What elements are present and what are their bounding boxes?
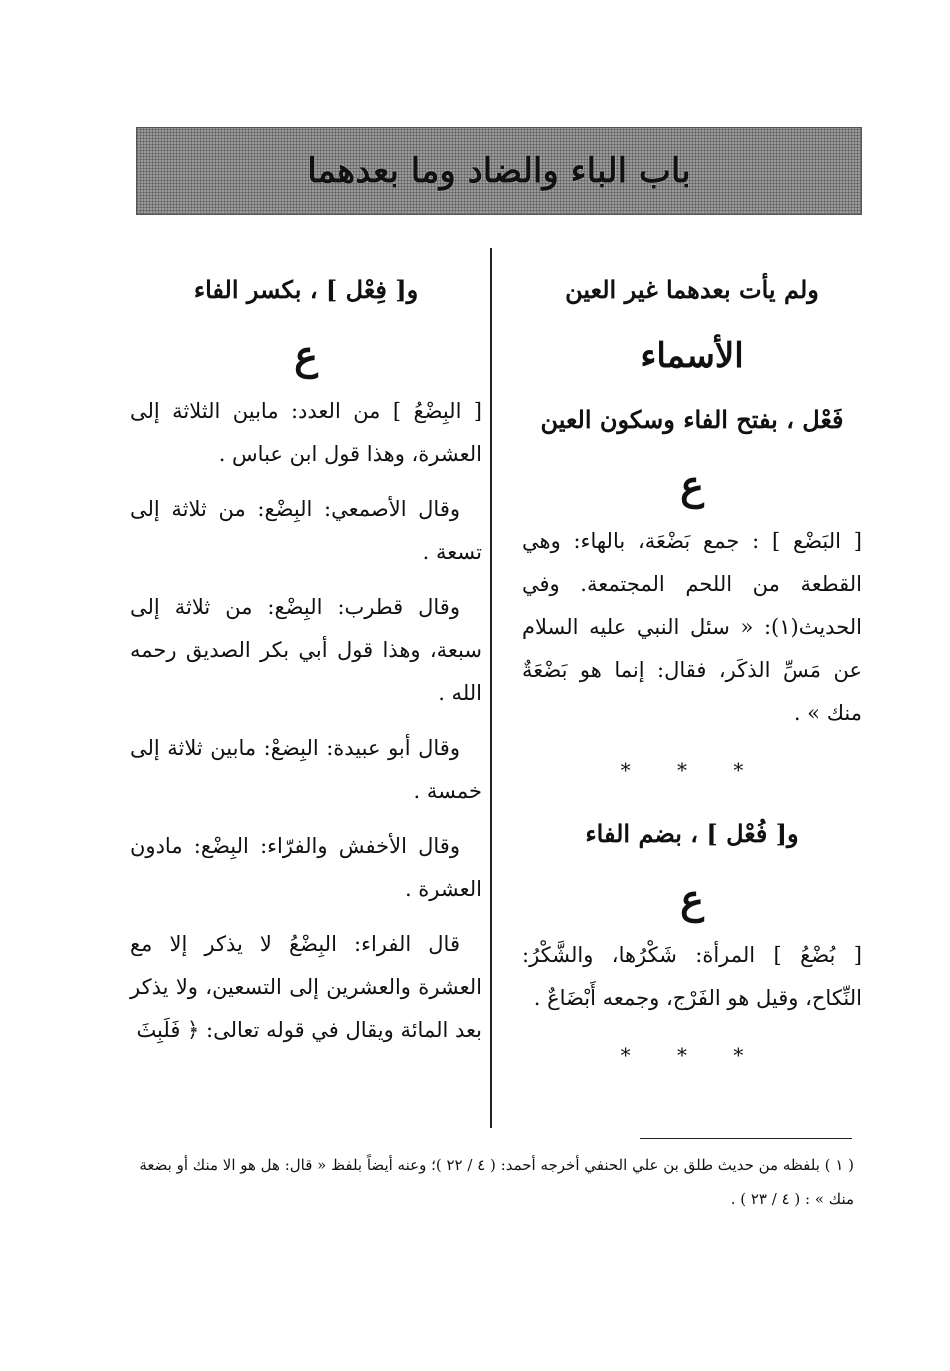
left-para-2: وقال الأصمعي: البِضْع: من ثلاثة إلى تسعة . xyxy=(130,497,482,564)
right-para-2: [ بُضْعُ ] المرأة: شَكْرُها، والشَّكْرُ: النِّكاح، وقيل هو الفَرْج، وجمعه أَبْضَاعٌ . xyxy=(522,943,862,1010)
right-heading-fu3l: و[ فُعْل ] ، بضم الفاء xyxy=(585,819,799,848)
right-stars-1: * * * xyxy=(620,758,764,782)
right-ain-2: ع xyxy=(680,876,704,923)
left-ain-1: ع xyxy=(294,332,318,379)
right-heading-nouns: الأسماء xyxy=(640,336,744,376)
right-column xyxy=(522,258,862,1093)
left-para-1: [ البِضْعُ ] من العدد: مابين الثلاثة إلى العشرة، وهذا قول ابن عباس . xyxy=(130,399,482,466)
right-para-1: [ البَضْع ] : جمع بَضْعَة، بالهاء: وهي القطعة من اللحم المجتمعة. وفي الحديث(١): « سئل النبي عليه السلام عن مَسِّ الذكَر، فقال: إنما هو بَضْعَةٌ منك » . xyxy=(522,529,862,725)
footnote: ( ١ ) بلفظه من حديث طلق بن علي الحنفي أخرجه أحمد: ( ٤ / ٢٢ )؛ وعنه أيضاً بلفظ « قال: هل هو الا منك أو بضعة منك » : ( ٤ / ٢٣ ) . xyxy=(139,1156,854,1208)
column-divider xyxy=(490,248,492,1128)
left-column xyxy=(130,258,482,1064)
right-heading-intro: ولم يأت بعدهما غير العين xyxy=(565,275,819,304)
left-para-6: قال الفراء: البِضْعُ لا يذكر إلا مع العشرة والعشرين إلى التسعين، ولا يذكر بعد المائة ويقال في قوله تعالى: ﴿ فَلَبِثَ xyxy=(130,932,482,1042)
left-para-4: وقال أبو عبيدة: البِضعْ: مابين ثلاثة إلى خمسة . xyxy=(130,736,482,803)
left-para-3: وقال قطرب: البِضْع: من ثلاثة إلى سبعة، وهذا قول أبي بكر الصديق رحمه الله . xyxy=(130,595,482,705)
right-ain-1: ع xyxy=(680,462,704,509)
right-stars-2: * * * xyxy=(620,1043,764,1067)
chapter-banner xyxy=(136,127,862,215)
chapter-title: باب الباء والضاد وما بعدهما xyxy=(307,151,691,191)
left-heading-fi3l: و[ فِعْل ] ، بكسر الفاء xyxy=(193,275,419,304)
right-heading-faal: فَعْل ، بفتح الفاء وسكون العين xyxy=(540,405,844,434)
left-para-5: وقال الأخفش والفرّاء: البِضْع: مادون العشرة . xyxy=(130,834,482,901)
footnote-separator xyxy=(640,1138,852,1139)
